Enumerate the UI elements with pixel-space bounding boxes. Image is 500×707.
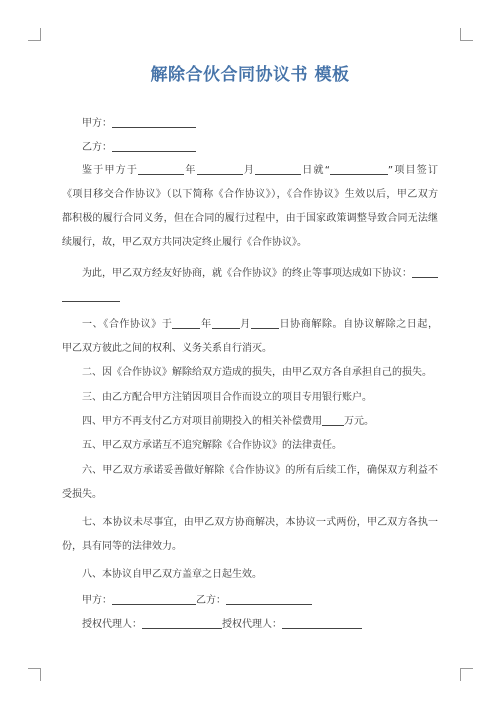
clause-4 [62, 410, 438, 434]
text-line [62, 613, 438, 637]
clause-text: 万元。 [344, 416, 374, 427]
text-line: 五、甲乙双方承诺互不追究解除《合作协议》的法律责任。 [82, 440, 342, 451]
text-line: 甲乙双方彼此之间的权利、义务关系自行消灭。 [62, 343, 272, 354]
preamble-paragraph [62, 262, 438, 310]
text-line: 受损失。 [62, 489, 102, 500]
recital-text: ”项目签订 [387, 165, 439, 176]
text-line: 续履行，故，甲乙双方共同决定终止履行《合作协议》。 [62, 237, 307, 248]
document-title: 解除合伙合同协议书 模板 [150, 65, 350, 85]
blank-line [322, 413, 344, 426]
crop-mark-top-left [28, 28, 41, 41]
blank-line [412, 265, 438, 278]
text-line: 二、因《合作协议》解除给双方造成的损失，由甲乙双方各自承担自己的损失。 [82, 367, 432, 378]
clause-text: 月 [239, 319, 251, 330]
blank-line [282, 616, 362, 629]
clause-7 [62, 511, 438, 559]
crop-mark-top-right [460, 28, 473, 41]
crop-mark-bottom-left [28, 668, 41, 681]
text-line: 《项目移交合作协议》（以下简称《合作协议》），《合作协议》生效以后，甲乙双方 [62, 189, 438, 200]
crop-mark-bottom-right [460, 668, 473, 681]
blank-line [112, 592, 196, 605]
blank-line [112, 115, 196, 128]
recital-text: 日就“ [301, 165, 330, 176]
recital-text: 鉴于甲方于 [82, 165, 139, 176]
blank-line [112, 139, 196, 152]
blank-line [212, 316, 240, 329]
signature-party-b-label: 乙方： [196, 595, 226, 606]
clause-text: 四、甲方不再支付乙方对项目前期投入的相关补偿费用 [82, 416, 322, 427]
text-line: 六、甲乙双方承诺妥善做好解除《合作协议》的所有后续工作，确保双方利益不 [82, 465, 438, 476]
clause-5 [62, 434, 438, 458]
text-line: 份，具有同等的法律效力。 [62, 541, 182, 552]
clause-8 [62, 563, 438, 587]
clause-2 [62, 361, 438, 385]
blank-line [255, 162, 301, 175]
text-line [62, 313, 438, 337]
signature-parties-line [62, 589, 438, 613]
blank-line [330, 162, 388, 175]
clause-text: 年 [200, 319, 212, 330]
clause-text: 日协商解除。自协议解除之日起， [278, 319, 439, 330]
text-line [62, 589, 438, 613]
clause-3 [62, 386, 438, 410]
recital-paragraph [62, 159, 438, 255]
text-line: 都积极的履行合同义务，但在合同的履行过程中，由于国家政策调整导致合同无法继 [62, 213, 438, 224]
preamble-text: 为此，甲乙双方经友好协商，就《合作协议》的终止等事项达成如下协议： [82, 268, 412, 279]
clause-6 [62, 459, 438, 507]
blank-line [226, 592, 312, 605]
blank-line [142, 616, 222, 629]
signature-agents-line [62, 613, 438, 637]
clause-text: 一、《合作协议》于 [82, 319, 173, 330]
text-line: 八、本协议自甲乙双方盖章之日起生效。 [82, 569, 262, 580]
text-line [62, 159, 438, 183]
party-a-label: 甲方： [82, 118, 112, 129]
blank-line [172, 316, 200, 329]
text-line [62, 286, 438, 310]
clause-1 [62, 313, 438, 361]
text-line: 三、由乙方配合甲方注销因项目合作而设立的项目专用银行账户。 [82, 392, 372, 403]
signature-party-a-label: 甲方： [82, 595, 112, 606]
text-line [62, 410, 438, 434]
recital-text: 月 [242, 165, 256, 176]
signature-agent-a-label: 授权代理人： [82, 619, 142, 630]
blank-line [62, 289, 120, 302]
recital-text: 年 [184, 165, 197, 176]
party-b-line [62, 136, 438, 160]
blank-line [251, 316, 279, 329]
text-line: 七、本协议未尽事宜，由甲乙双方协商解决，本协议一式两份，甲乙双方各执一 [82, 517, 438, 528]
text-line [62, 262, 438, 286]
blank-line [138, 162, 184, 175]
signature-agent-b-label: 授权代理人： [222, 619, 282, 630]
party-a-line [62, 112, 438, 136]
party-b-label: 乙方： [82, 142, 112, 153]
blank-line [197, 162, 243, 175]
